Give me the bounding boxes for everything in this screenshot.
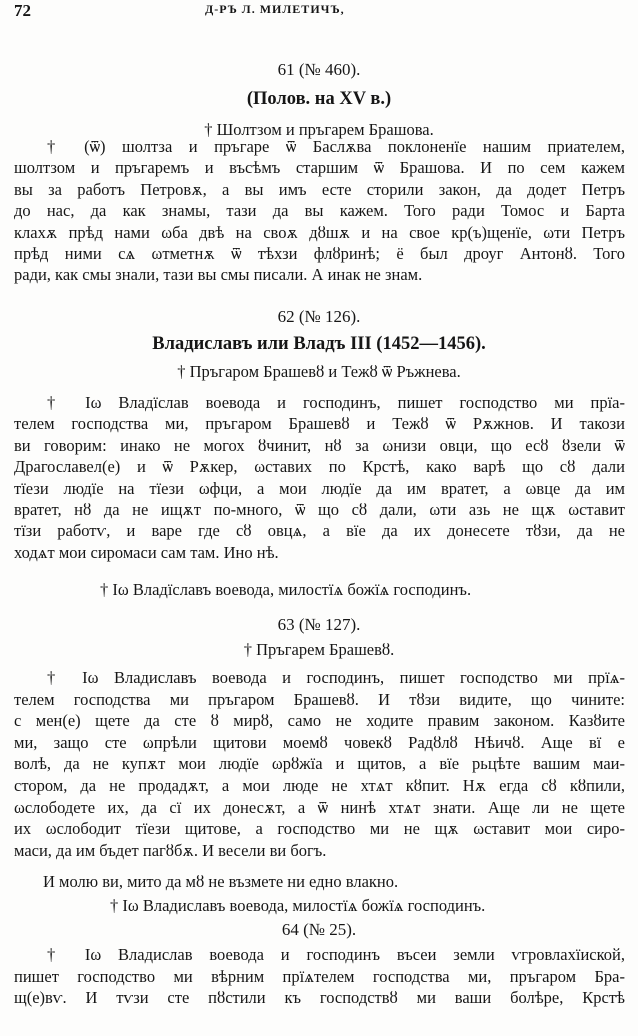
document-number: 63 (№ 127).: [277, 615, 361, 634]
signature: † Ιω Владиславъ воевода, милостїѧ божїѧ господинъ.: [110, 896, 486, 915]
text-line: прѣд ними сѧ ωтметнѫ ѿ тѣхзи флȣринѣ; ё был дроуг Антонȣ. Того: [14, 244, 625, 263]
text-line: клахѫ прѣд нами ωба двѣ на своѫ дȣшѫ и на свое кр(ъ)щенїе, ωти Петръ: [14, 223, 625, 242]
text-line: телем господства ми, пръгаром Брашевȣ и Тежȣ ѿ Рѫжнов. И такози: [14, 414, 625, 433]
text-line: ради, как смы знали, тази вы смы писали. А инак не знам.: [14, 265, 423, 284]
running-head: Д-РЪ Л. МИЛЕТИЧЪ,: [205, 2, 345, 16]
text-line: телем господства ми пръгаром Брашевȣ. И тȣзи видите, що чините:: [14, 690, 625, 709]
text-line: ви говорим: инако не могох ȣчинит, нȣ за ωнизи овци, що есȣ ȣзели ѿ: [14, 436, 625, 455]
text-line: † Ιω Владислав воевода и господинъ въсеи земли ѵгровлахїиской,: [47, 945, 625, 964]
text-line: пишет господство ми вѣрним прїѧтелем господства ми, пръгаром Бра-: [14, 967, 625, 986]
text-line: ми, защо сте ωпрѣли щитови моемȣ човекȣ Радȣлȣ Нѣичȣ. Аще вї е: [14, 733, 625, 752]
text-line: ωслободете их, да сї их донесѫт, а ѿ нинѣ хтѧт знати. Аще ли не щете: [14, 798, 625, 817]
text-line: † (ѿ) шолтза и пръгаре ѿ Баслѫва поклоненїе нашим приателем,: [47, 137, 625, 156]
text-line: до нас, да как знамы, тази да вы кажем. Того ради Томос и Барта: [14, 201, 625, 220]
document-address: † Пръгарем Брашевȣ.: [243, 640, 395, 659]
text-line: вратет, нȣ да не ищѫт по-много, ѿ що сȣ дали, ωти азь не щѫ ωставит: [14, 500, 625, 519]
page-number: 72: [14, 1, 31, 20]
text-line: † Ιω Владїслав воевода и господинъ, пишет господство ми прїа-: [47, 393, 625, 412]
text-line: щ(е)вѵ. И тѵзи сте пȣстили къ господствȣ ми ваши болѣре, Крстѣ: [14, 988, 625, 1007]
text-line: † Ιω Владиславъ воевода и господинъ, пишет господство ми прїѧ-: [47, 668, 625, 687]
document-number: 61 (№ 460).: [277, 60, 361, 79]
postscript: И молю ви, мито да мȣ не възмете ни едно влакно.: [43, 872, 399, 891]
text-line: ходѧт мои сиромаси сам там. Ино нѣ.: [14, 543, 279, 562]
document-heading: Владиславъ или Владъ III (1452—1456).: [152, 334, 486, 354]
text-line: тїези людїе на тїези ωфци, а мои людїе да им вратет, а ωвце да им: [14, 479, 625, 498]
signature: † Ιω Владїславъ воевода, милостїѧ божїѧ господинъ.: [100, 580, 472, 599]
document-address: † Шолтзом и пръгарем Брашова.: [204, 120, 434, 139]
text-line: тїзи работѵ, и варе где сȣ овцѧ, а вїе да их донесете тȣзи, да не: [14, 521, 625, 540]
document-heading: (Полов. на XV в.): [246, 89, 392, 109]
text-line: вы за работъ Петровѫ, а вы имъ есте сторили закон, да додет Петръ: [14, 180, 625, 199]
text-line: их ωслободит тїези щитове, а господство ми не щѫ ωставит мои сиро-: [14, 819, 625, 838]
text-line: маси, да им бъдет пагȣбѫ. И весели ви богъ.: [14, 841, 327, 860]
text-line: шолтзом и пръгаремъ и въсѣмъ старшим ѿ Брашова. И по сем кажем: [14, 158, 625, 177]
text-line: Драгославел(е) и ѿ Рѫкер, ωставих по Крстѣ, како варѣ що сȣ дали: [14, 457, 625, 476]
document-number: 64 (№ 25).: [281, 920, 357, 939]
text-line: волѣ, да не купѫт мои людїе ωрȣжїа и щитов, а вїе рьцѣте вашим маи-: [14, 754, 625, 773]
text-line: с мен(е) щете да сте ȣ мирȣ, само не ходите правим законом. Казȣите: [14, 711, 625, 730]
document-address: † Пръгаром Брашевȣ и Тежȣ ѿ Ръжнева.: [177, 362, 461, 381]
text-line: стором, да не продадѫт, а мои люде не хтѧт кȣпит. Нѫ егда сȣ кȣпили,: [14, 776, 625, 795]
document-number: 62 (№ 126).: [277, 307, 361, 326]
